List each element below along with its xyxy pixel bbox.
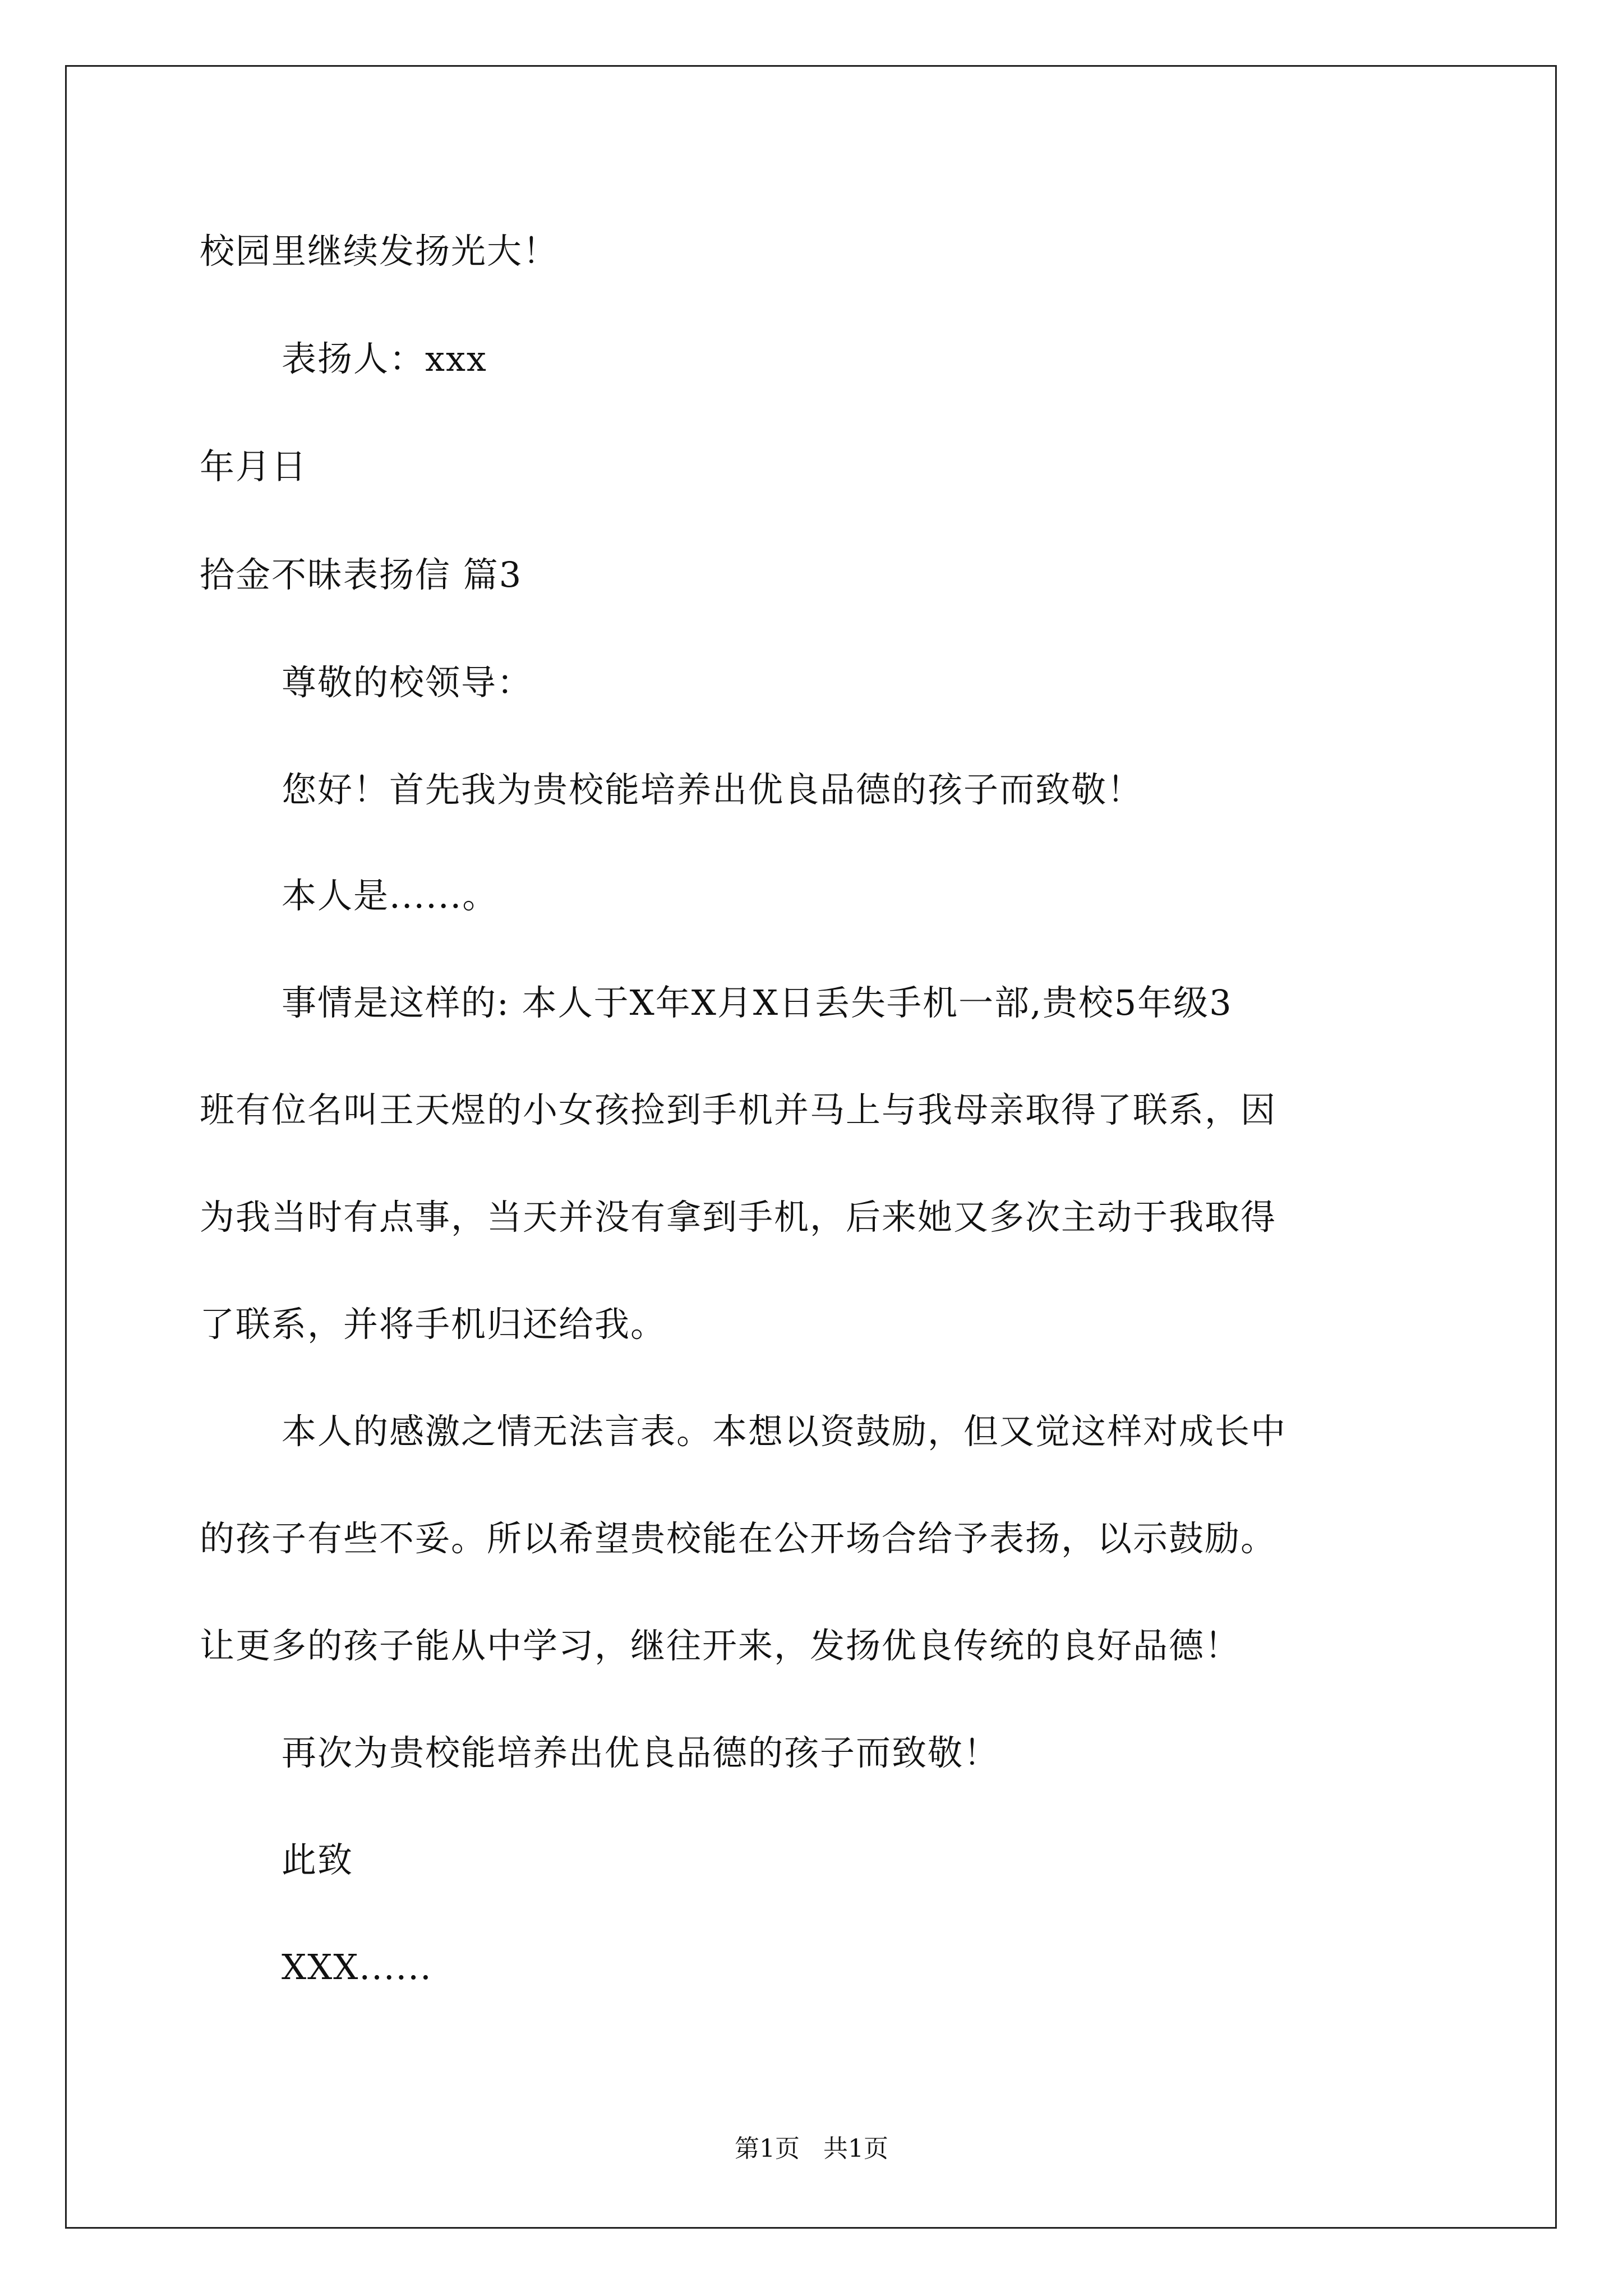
section-heading: 拾金不昧表扬信 篇3 <box>200 554 523 595</box>
gratitude-paragraph-line-3: 让更多的孩子能从中学习，继往开来，发扬优良传统的良好品德！ <box>200 1625 1241 1666</box>
praiser-signature: 表扬人：xxx <box>282 338 487 379</box>
story-paragraph-line-3: 为我当时有点事，当天并没有拿到手机，后来她又多次主动于我取得 <box>200 1197 1277 1237</box>
intro-paragraph: 本人是......。 <box>282 875 499 916</box>
page-footer: 第1页 共1页 <box>735 2134 888 2163</box>
repeat-thanks-paragraph: 再次为贵校能培养出优良品德的孩子而致敬！ <box>282 1732 1000 1773</box>
greeting-paragraph: 您好！首先我为贵校能培养出优良品德的孩子而致敬！ <box>282 769 1144 810</box>
story-paragraph-line-1: 事情是这样的: 本人于X年X月X日丢失手机一部,贵校5年级3 <box>282 982 1233 1023</box>
story-paragraph-line-2: 班有位名叫王天煜的小女孩捡到手机并马上与我母亲取得了联系，因 <box>200 1089 1277 1130</box>
closing-line: 校园里继续发扬光大！ <box>200 231 559 272</box>
page-frame <box>65 65 1557 2229</box>
closing-salutation: 此致 <box>282 1839 354 1880</box>
gratitude-paragraph-line-1: 本人的感激之情无法言表。本想以资鼓励，但又觉这样对成长中 <box>282 1411 1287 1452</box>
signature-line: XXX...... <box>282 1947 432 1987</box>
date-line: 年月日 <box>200 446 308 487</box>
salutation: 尊敬的校领导： <box>282 662 533 703</box>
story-paragraph-line-4: 了联系，并将手机归还给我。 <box>200 1304 667 1345</box>
gratitude-paragraph-line-2: 的孩子有些不妥。所以希望贵校能在公开场合给予表扬，以示鼓励。 <box>200 1518 1277 1559</box>
